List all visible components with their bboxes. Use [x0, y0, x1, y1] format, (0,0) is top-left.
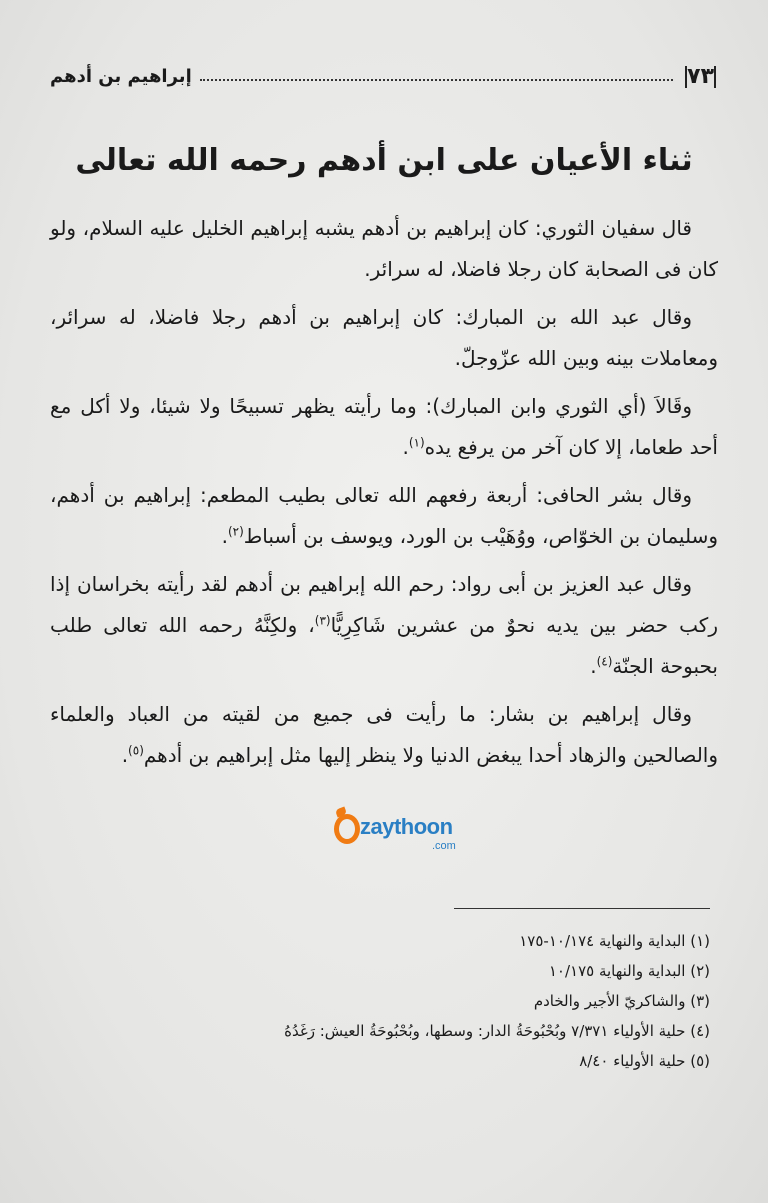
paragraph: وقال عبد الله بن المبارك: كان إبراهيم بن أدهم رجلا فاضلا، له سرائر، ومعاملات بينه وبين الله عزّوجلّ.: [50, 305, 718, 370]
footnote-ref[interactable]: (٣): [314, 613, 331, 628]
dotted-leader: [200, 79, 673, 81]
paragraph: قال سفيان الثوري: كان إبراهيم بن أدهم يشبه إبراهيم الخليل عليه السلام، ولو كان فى الصحابة كان رجلا فاضلا، له سرائر.: [50, 216, 718, 281]
zaythoon-logo: [334, 808, 484, 862]
footnote: (٥) حلية الأولياء ٨/٤٠: [579, 1052, 710, 1070]
divider-bar: [714, 66, 716, 88]
running-title: إبراهيم بن أدهم: [50, 65, 192, 87]
footnote: (١) البداية والنهاية ١٠/١٧٤-١٧٥: [519, 932, 710, 950]
logo-name: zaythoon: [360, 814, 453, 839]
footnote-separator: [454, 908, 710, 909]
paragraph: وقال عبد العزيز بن أبى رواد: رحم الله إبراهيم بن أدهم لقد رأيته بخراسان إذا ركب حضر بين يديه نحوٌ من عشرين شَاكِرِيًّا$^{(٣)}$، ولكِنَّهُ رحمه الله تعالى طلب بحبوحة الجنّة$^{(٤)}$.: [50, 572, 718, 678]
footnote-ref[interactable]: (٢): [227, 524, 244, 539]
footnote-ref[interactable]: (٥): [128, 743, 144, 758]
footnote: (٢) البداية والنهاية ١٠/١٧٥: [548, 962, 710, 980]
footnote: (٣) والشاكريّ الأجير والخادم: [533, 992, 710, 1010]
paragraph: وقال إبراهيم بن بشار: ما رأيت فى جميع من لقيته من العباد والعلماء والصالحين والزهاد أحدا يبغض الدنيا ولا ينظر إليها مثل إبراهيم بن أدهم$^{(٥)}$.: [50, 702, 718, 767]
olive-icon: [334, 814, 360, 844]
running-header: [50, 56, 720, 96]
paragraph: وقَالاَ (أي الثوري وابن المبارك): وما رأيته يظهر تسبيحًا ولا شيئا، ولا أكل مع أحد طعاما، إلا كان آخر من يرفع يده$^{(١)}$.: [50, 394, 718, 459]
body-text: [50, 208, 718, 783]
footnote: (٤) حلية الأولياء ٧/٣٧١ وبُحْبُوحَةُ الدار: وسطها، وبُحْبُوحَةُ العيش: رَغَدُهُ: [284, 1022, 710, 1040]
logo-tld: .com: [432, 840, 456, 852]
paragraph: وقال بشر الحافى: أربعة رفعهم الله تعالى بطيب المطعم: إبراهيم بن أدهم، وسليمان بن الخوّاص، ووُهَيْب بن الورد، ويوسف بن أسباط$^{(٢)}$.: [50, 483, 718, 548]
page-number-text: ٧٣: [687, 63, 714, 89]
chapter-title: ثناء الأعيان على ابن أدهم رحمه الله تعالى: [75, 143, 693, 178]
page-number: [681, 64, 720, 89]
footnote-ref[interactable]: (٤): [596, 654, 613, 669]
footnotes: [50, 926, 710, 1076]
footnote-ref[interactable]: (١): [408, 435, 425, 450]
